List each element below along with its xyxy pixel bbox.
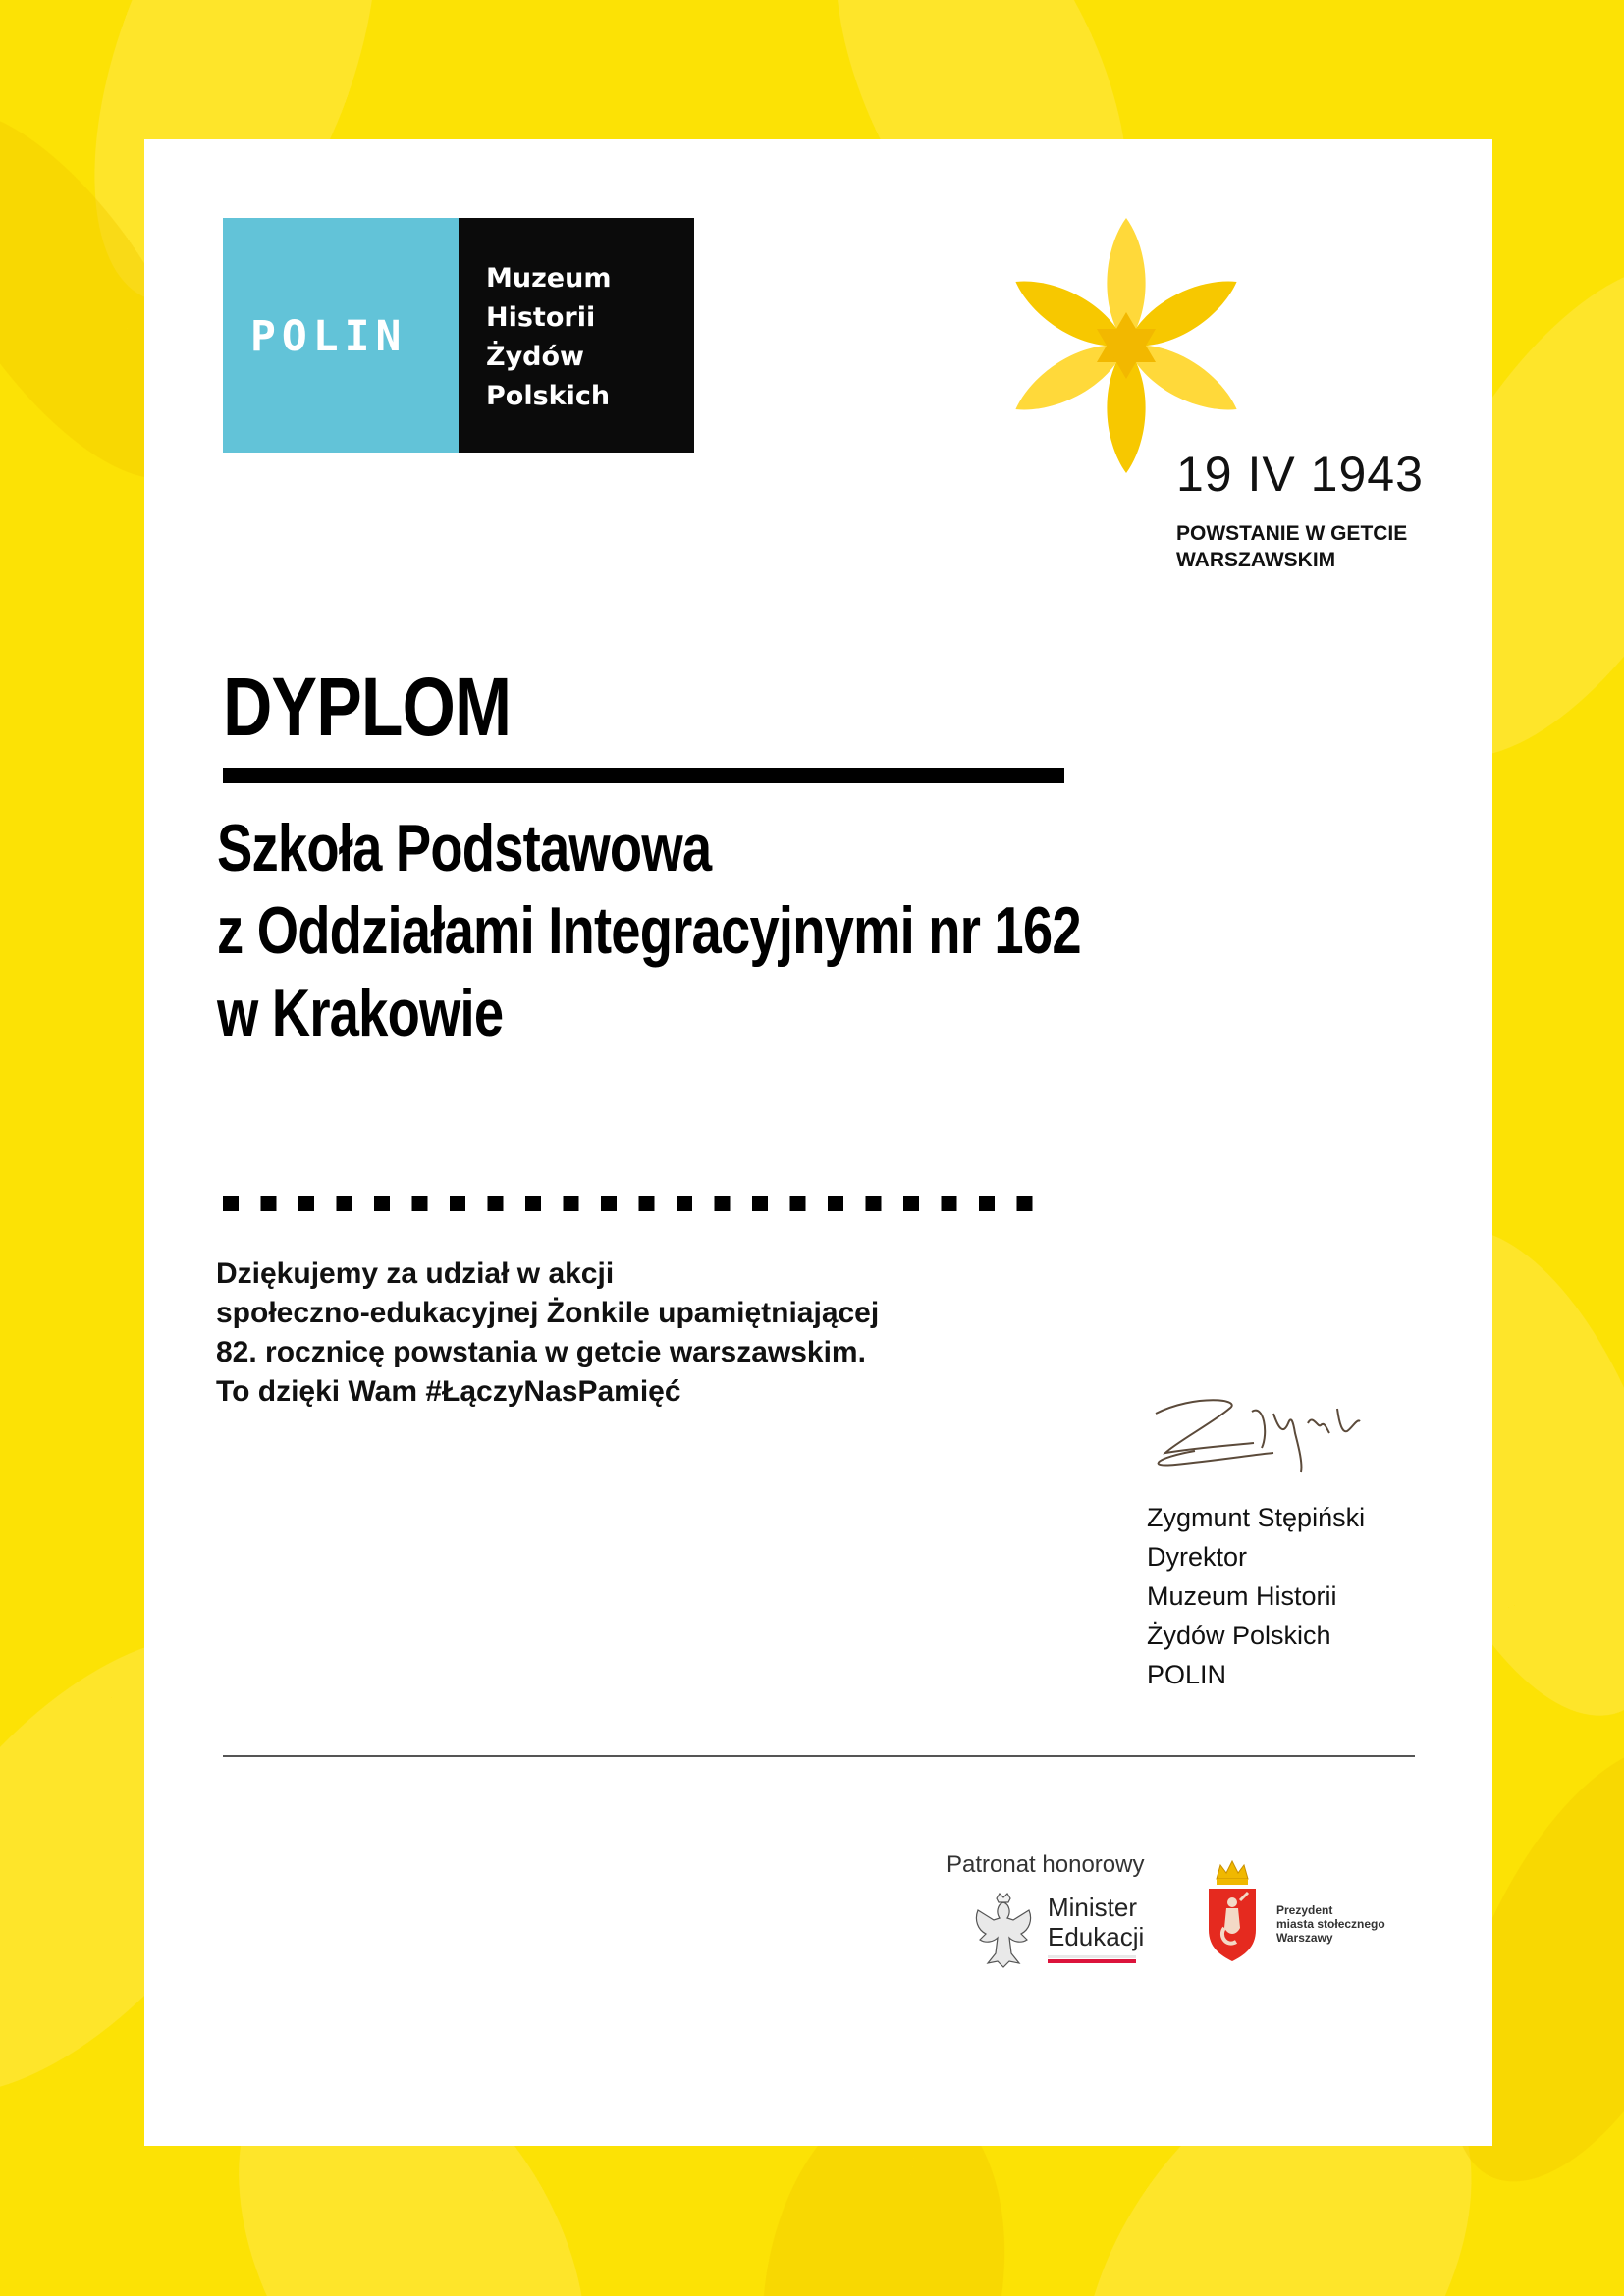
title-rule — [223, 768, 1064, 783]
signer-line: Muzeum Historii — [1147, 1581, 1337, 1611]
prezydent-name — [1276, 1903, 1385, 1945]
daffodil-icon — [1008, 218, 1244, 473]
recipient-line: z Oddziałami Integracyjnymi nr 162 — [217, 893, 1081, 968]
museum-name-line: Żydów — [486, 342, 584, 372]
separator-dot — [223, 1196, 239, 1211]
separator-dot — [828, 1196, 843, 1211]
museum-name — [486, 259, 611, 416]
prezydent-line: Prezydent — [1276, 1903, 1333, 1917]
event-subtitle-line: POWSTANIE W GETCIE — [1176, 522, 1408, 545]
separator-dot — [752, 1196, 768, 1211]
separator-dot — [790, 1196, 806, 1211]
separator-dot — [677, 1196, 692, 1211]
polin-wordmark: POLIN — [250, 312, 407, 361]
signer-block — [1147, 1498, 1365, 1694]
message-line: Dziękujemy za udział w akcji — [216, 1257, 615, 1290]
museum-name-line: Muzeum — [486, 263, 612, 294]
separator-dot — [298, 1196, 314, 1211]
separator-dot — [261, 1196, 277, 1211]
event-subtitle — [1176, 520, 1407, 573]
footer-divider — [223, 1755, 1415, 1757]
separator-dot — [639, 1196, 655, 1211]
separator-dot — [337, 1196, 352, 1211]
separator-dot — [979, 1196, 995, 1211]
museum-name-line: Historii — [486, 302, 596, 333]
event-subtitle-line: WARSZAWSKIM — [1176, 549, 1336, 571]
minister-name — [1048, 1893, 1144, 1951]
warsaw-coat-of-arms-icon — [1207, 1857, 1258, 1963]
thank-you-message — [216, 1255, 879, 1412]
museum-name-line: Polskich — [486, 381, 611, 411]
separator-dot — [866, 1196, 882, 1211]
signer-line: Zygmunt Stępiński — [1147, 1503, 1366, 1532]
minister-line: Minister — [1048, 1893, 1138, 1922]
diploma-sheet — [144, 139, 1492, 2146]
polin-logo-block — [223, 218, 459, 453]
separator-dot — [450, 1196, 465, 1211]
separator-dot — [1017, 1196, 1033, 1211]
separator-dot — [564, 1196, 579, 1211]
prezydent-line: miasta stołecznego — [1276, 1917, 1385, 1931]
museum-name-block — [459, 218, 694, 453]
separator-dot — [903, 1196, 919, 1211]
polish-flag-stripe — [1048, 1955, 1136, 1963]
prezydent-line: Warszawy — [1276, 1931, 1333, 1945]
recipient-line: w Krakowie — [217, 976, 504, 1050]
polish-eagle-icon — [964, 1891, 1043, 1971]
event-date: 19 IV 1943 — [1176, 447, 1424, 502]
dotted-separator — [223, 1194, 1048, 1215]
separator-dot — [942, 1196, 957, 1211]
separator-dot — [374, 1196, 390, 1211]
separator-dot — [601, 1196, 617, 1211]
separator-dot — [412, 1196, 428, 1211]
minister-line: Edukacji — [1048, 1922, 1145, 1951]
message-line: społeczno-edukacyjnej Żonkile upamiętniającej — [216, 1297, 880, 1329]
diploma-title: DYPLOM — [223, 661, 512, 753]
separator-dot — [715, 1196, 731, 1211]
message-line: 82. rocznicę powstania w getcie warszawskim. — [216, 1336, 866, 1368]
patronage-label: Patronat honorowy — [947, 1851, 1145, 1878]
message-line: To dzięki Wam #ŁączyNasPamięć — [216, 1375, 681, 1408]
signer-line: Dyrektor — [1147, 1542, 1248, 1572]
recipient-line: Szkoła Podstawowa — [217, 811, 712, 885]
separator-dot — [525, 1196, 541, 1211]
signer-line: Żydów Polskich — [1147, 1621, 1331, 1650]
separator-dot — [488, 1196, 504, 1211]
handwritten-signature — [1136, 1374, 1381, 1482]
recipient-name — [217, 807, 1081, 1054]
signer-line: POLIN — [1147, 1660, 1227, 1689]
